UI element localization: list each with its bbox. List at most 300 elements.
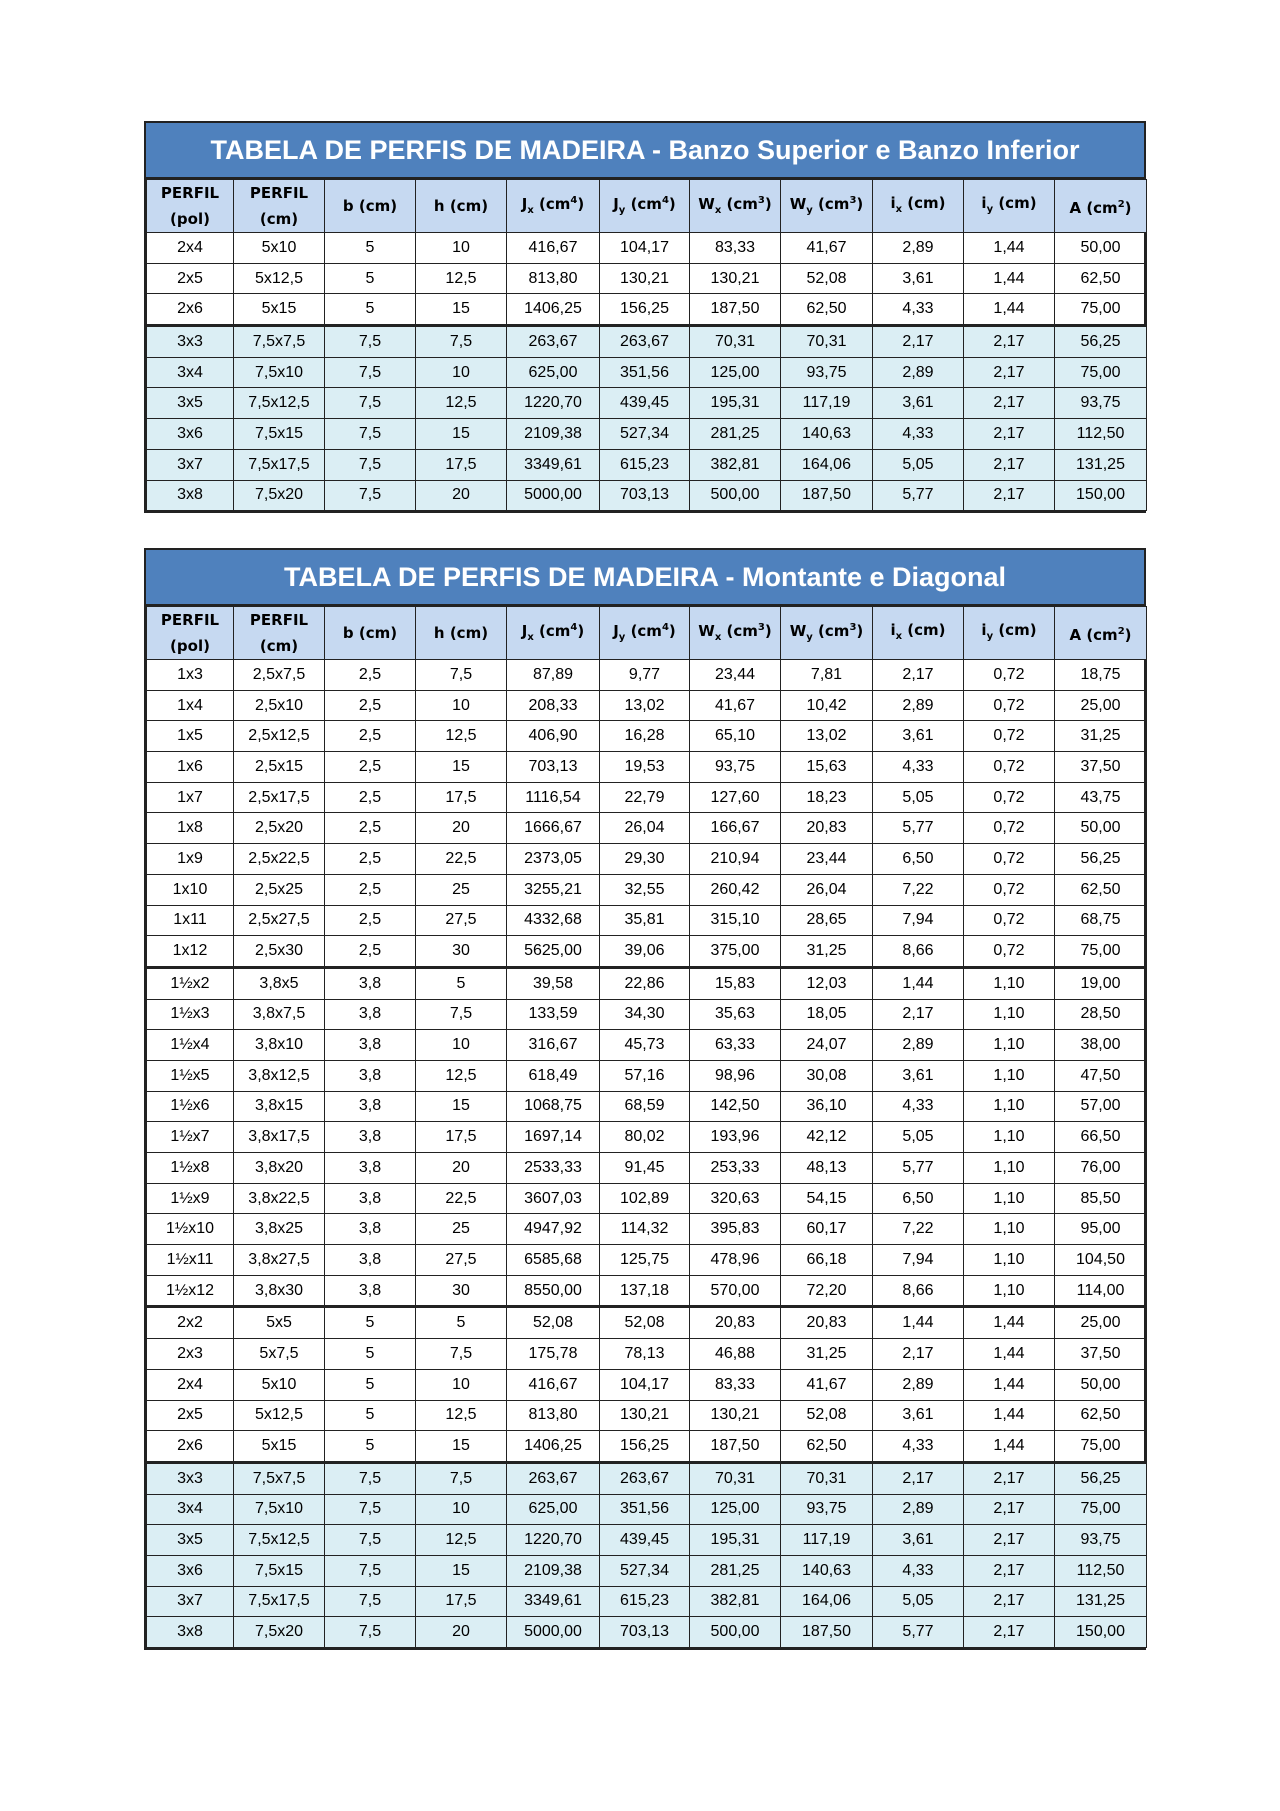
cell-iy: 1,10 <box>964 1214 1055 1245</box>
cell-h: 10 <box>416 1030 507 1061</box>
col-header-perfil-cm: PERFIL (cm) <box>234 607 325 660</box>
cell-iy: 2,17 <box>964 326 1055 358</box>
cell-wy: 66,18 <box>781 1245 873 1276</box>
cell-area: 66,50 <box>1055 1122 1147 1153</box>
cell-perfil-pol: 2x3 <box>147 1339 234 1370</box>
cell-jy: 13,02 <box>600 690 690 721</box>
cell-wx: 46,88 <box>690 1339 781 1370</box>
cell-ix: 7,94 <box>873 1245 964 1276</box>
cell-jx: 8550,00 <box>507 1275 600 1307</box>
cell-jx: 3349,61 <box>507 449 600 480</box>
cell-h: 7,5 <box>416 1462 507 1494</box>
cell-ix: 2,17 <box>873 999 964 1030</box>
cell-perfil-pol: 3x7 <box>147 1586 234 1617</box>
cell-wy: 93,75 <box>781 357 873 388</box>
table-row <box>147 480 1147 511</box>
cell-ix: 5,05 <box>873 1122 964 1153</box>
cell-area: 75,00 <box>1055 1431 1147 1463</box>
cell-area: 18,75 <box>1055 660 1147 691</box>
cell-perfil-pol: 1x8 <box>147 813 234 844</box>
cell-perfil-cm: 7,5x7,5 <box>234 326 325 358</box>
cell-iy: 1,44 <box>964 1369 1055 1400</box>
table-row <box>147 263 1147 294</box>
cell-jy: 615,23 <box>600 1586 690 1617</box>
cell-jy: 130,21 <box>600 263 690 294</box>
cell-jy: 125,75 <box>600 1245 690 1276</box>
cell-b: 5 <box>325 1400 416 1431</box>
cell-jy: 68,59 <box>600 1091 690 1122</box>
col-header-area: A $(cm^2)$ <box>1055 607 1147 660</box>
cell-jy: 39,06 <box>600 936 690 968</box>
cell-perfil-pol: 3x8 <box>147 1617 234 1648</box>
cell-b: 3,8 <box>325 1153 416 1184</box>
cell-area: 56,25 <box>1055 1462 1147 1494</box>
cell-perfil-pol: 3x8 <box>147 480 234 511</box>
cell-ix: 5,77 <box>873 480 964 511</box>
cell-jy: 104,17 <box>600 1369 690 1400</box>
cell-area: 38,00 <box>1055 1030 1147 1061</box>
table-row <box>147 294 1147 326</box>
table-row <box>147 813 1147 844</box>
cell-ix: 3,61 <box>873 1400 964 1431</box>
cell-iy: 1,10 <box>964 1122 1055 1153</box>
cell-perfil-pol: 3x4 <box>147 1494 234 1525</box>
cell-perfil-cm: 7,5x7,5 <box>234 1462 325 1494</box>
cell-b: 7,5 <box>325 388 416 419</box>
cell-iy: 0,72 <box>964 782 1055 813</box>
cell-jy: 22,79 <box>600 782 690 813</box>
cell-ix: 2,17 <box>873 1339 964 1370</box>
table-row <box>147 1525 1147 1556</box>
col-header-wy: $W_y$ $(cm^3)$ <box>781 607 873 660</box>
cell-perfil-pol: 1½x12 <box>147 1275 234 1307</box>
cell-iy: 2,17 <box>964 388 1055 419</box>
cell-ix: 2,17 <box>873 660 964 691</box>
cell-perfil-cm: 2,5x25 <box>234 874 325 905</box>
table-row <box>147 874 1147 905</box>
table-row <box>147 1275 1147 1307</box>
cell-ix: 2,89 <box>873 357 964 388</box>
cell-b: 2,5 <box>325 874 416 905</box>
cell-perfil-cm: 3,8x15 <box>234 1091 325 1122</box>
cell-wx: 20,83 <box>690 1307 781 1339</box>
col-header-h: h (cm) <box>416 180 507 233</box>
cell-jx: 1068,75 <box>507 1091 600 1122</box>
cell-perfil-pol: 1½x4 <box>147 1030 234 1061</box>
col-header-iy: $i_y$ (cm) <box>964 607 1055 660</box>
cell-perfil-cm: 2,5x7,5 <box>234 660 325 691</box>
cell-wx: 320,63 <box>690 1183 781 1214</box>
cell-jx: 1220,70 <box>507 1525 600 1556</box>
cell-jy: 35,81 <box>600 905 690 936</box>
cell-perfil-cm: 3,8x30 <box>234 1275 325 1307</box>
table-row <box>147 1400 1147 1431</box>
cell-ix: 8,66 <box>873 936 964 968</box>
table-row <box>147 326 1147 358</box>
cell-jy: 114,32 <box>600 1214 690 1245</box>
cell-jy: 703,13 <box>600 480 690 511</box>
cell-b: 7,5 <box>325 419 416 450</box>
cell-b: 2,5 <box>325 936 416 968</box>
cell-h: 20 <box>416 813 507 844</box>
cell-wx: 210,94 <box>690 844 781 875</box>
cell-perfil-cm: 2,5x22,5 <box>234 844 325 875</box>
cell-jx: 52,08 <box>507 1307 600 1339</box>
cell-wy: 48,13 <box>781 1153 873 1184</box>
cell-wy: 62,50 <box>781 1431 873 1463</box>
cell-perfil-cm: 7,5x20 <box>234 480 325 511</box>
cell-b: 3,8 <box>325 999 416 1030</box>
cell-b: 7,5 <box>325 449 416 480</box>
cell-iy: 1,44 <box>964 1400 1055 1431</box>
cell-ix: 7,22 <box>873 1214 964 1245</box>
cell-h: 17,5 <box>416 1122 507 1153</box>
table-row <box>147 357 1147 388</box>
cell-wy: 62,50 <box>781 294 873 326</box>
cell-iy: 2,17 <box>964 480 1055 511</box>
cell-perfil-pol: 3x4 <box>147 357 234 388</box>
cell-h: 7,5 <box>416 660 507 691</box>
col-header-jy: $J_y$ $(cm^4)$ <box>600 607 690 660</box>
cell-iy: 1,44 <box>964 294 1055 326</box>
cell-area: 150,00 <box>1055 480 1147 511</box>
cell-b: 3,8 <box>325 1214 416 1245</box>
cell-b: 3,8 <box>325 1122 416 1153</box>
cell-area: 85,50 <box>1055 1183 1147 1214</box>
cell-h: 12,5 <box>416 1060 507 1091</box>
cell-perfil-pol: 3x7 <box>147 449 234 480</box>
cell-perfil-pol: 1x11 <box>147 905 234 936</box>
cell-jx: 5000,00 <box>507 480 600 511</box>
cell-wy: 26,04 <box>781 874 873 905</box>
cell-jx: 87,89 <box>507 660 600 691</box>
cell-area: 93,75 <box>1055 388 1147 419</box>
cell-jy: 34,30 <box>600 999 690 1030</box>
cell-b: 2,5 <box>325 813 416 844</box>
table-row <box>147 1494 1147 1525</box>
cell-wx: 41,67 <box>690 690 781 721</box>
cell-wy: 7,81 <box>781 660 873 691</box>
cell-iy: 1,44 <box>964 233 1055 264</box>
cell-iy: 2,17 <box>964 1555 1055 1586</box>
cell-wy: 12,03 <box>781 967 873 999</box>
cell-jx: 625,00 <box>507 1494 600 1525</box>
cell-wy: 187,50 <box>781 480 873 511</box>
cell-jy: 439,45 <box>600 388 690 419</box>
cell-wy: 52,08 <box>781 263 873 294</box>
cell-wx: 187,50 <box>690 1431 781 1463</box>
cell-jx: 625,00 <box>507 357 600 388</box>
cell-wy: 41,67 <box>781 233 873 264</box>
cell-jx: 6585,68 <box>507 1245 600 1276</box>
cell-wx: 125,00 <box>690 357 781 388</box>
table-row <box>147 233 1147 264</box>
cell-perfil-cm: 5x15 <box>234 294 325 326</box>
cell-b: 7,5 <box>325 480 416 511</box>
cell-perfil-pol: 2x5 <box>147 1400 234 1431</box>
cell-wy: 164,06 <box>781 1586 873 1617</box>
cell-wy: 20,83 <box>781 813 873 844</box>
cell-b: 2,5 <box>325 752 416 783</box>
cell-area: 76,00 <box>1055 1153 1147 1184</box>
cell-jy: 19,53 <box>600 752 690 783</box>
cell-wy: 117,19 <box>781 388 873 419</box>
col-header-perfil-pol: PERFIL (pol) <box>147 180 234 233</box>
cell-jx: 813,80 <box>507 263 600 294</box>
cell-jx: 2109,38 <box>507 1555 600 1586</box>
table-row <box>147 388 1147 419</box>
cell-ix: 2,89 <box>873 1369 964 1400</box>
cell-wy: 117,19 <box>781 1525 873 1556</box>
cell-perfil-pol: 1x7 <box>147 782 234 813</box>
cell-jy: 439,45 <box>600 1525 690 1556</box>
cell-wx: 281,25 <box>690 419 781 450</box>
cell-h: 20 <box>416 1153 507 1184</box>
cell-b: 2,5 <box>325 721 416 752</box>
cell-perfil-pol: 3x5 <box>147 388 234 419</box>
cell-wx: 570,00 <box>690 1275 781 1307</box>
cell-ix: 3,61 <box>873 1060 964 1091</box>
cell-jy: 156,25 <box>600 1431 690 1463</box>
cell-jy: 263,67 <box>600 326 690 358</box>
cell-h: 15 <box>416 419 507 450</box>
cell-wx: 83,33 <box>690 1369 781 1400</box>
cell-iy: 0,72 <box>964 874 1055 905</box>
cell-wx: 63,33 <box>690 1030 781 1061</box>
header-row <box>147 180 1147 233</box>
cell-perfil-cm: 5x10 <box>234 233 325 264</box>
table-row <box>147 1307 1147 1339</box>
cell-perfil-pol: 1x10 <box>147 874 234 905</box>
cell-h: 17,5 <box>416 449 507 480</box>
cell-perfil-pol: 1x12 <box>147 936 234 968</box>
cell-h: 30 <box>416 1275 507 1307</box>
cell-jy: 102,89 <box>600 1183 690 1214</box>
cell-h: 15 <box>416 1555 507 1586</box>
cell-jy: 9,77 <box>600 660 690 691</box>
cell-jy: 156,25 <box>600 294 690 326</box>
cell-wy: 70,31 <box>781 1462 873 1494</box>
cell-perfil-pol: 1x6 <box>147 752 234 783</box>
cell-perfil-cm: 7,5x12,5 <box>234 1525 325 1556</box>
cell-area: 37,50 <box>1055 752 1147 783</box>
cell-ix: 2,89 <box>873 1030 964 1061</box>
col-header-jy: $J_y$ $(cm^4)$ <box>600 180 690 233</box>
cell-perfil-cm: 7,5x10 <box>234 357 325 388</box>
col-header-b: b (cm) <box>325 607 416 660</box>
cell-wx: 375,00 <box>690 936 781 968</box>
cell-iy: 1,10 <box>964 1183 1055 1214</box>
cell-area: 95,00 <box>1055 1214 1147 1245</box>
cell-ix: 2,89 <box>873 690 964 721</box>
cell-jx: 1220,70 <box>507 388 600 419</box>
cell-perfil-pol: 3x6 <box>147 419 234 450</box>
cell-ix: 6,50 <box>873 844 964 875</box>
cell-area: 62,50 <box>1055 1400 1147 1431</box>
cell-iy: 1,10 <box>964 967 1055 999</box>
cell-wy: 164,06 <box>781 449 873 480</box>
cell-ix: 3,61 <box>873 263 964 294</box>
cell-perfil-pol: 2x2 <box>147 1307 234 1339</box>
cell-perfil-cm: 2,5x12,5 <box>234 721 325 752</box>
cell-wy: 41,67 <box>781 1369 873 1400</box>
cell-jx: 813,80 <box>507 1400 600 1431</box>
cell-ix: 5,05 <box>873 449 964 480</box>
cell-b: 2,5 <box>325 782 416 813</box>
cell-ix: 6,50 <box>873 1183 964 1214</box>
cell-wx: 70,31 <box>690 1462 781 1494</box>
cell-ix: 5,77 <box>873 1617 964 1648</box>
cell-ix: 1,44 <box>873 967 964 999</box>
cell-wy: 187,50 <box>781 1617 873 1648</box>
col-header-iy: $i_y$ (cm) <box>964 180 1055 233</box>
cell-iy: 2,17 <box>964 357 1055 388</box>
cell-h: 7,5 <box>416 1339 507 1370</box>
cell-perfil-cm: 5x15 <box>234 1431 325 1463</box>
cell-h: 15 <box>416 1431 507 1463</box>
cell-wx: 281,25 <box>690 1555 781 1586</box>
cell-perfil-pol: 2x4 <box>147 1369 234 1400</box>
cell-jy: 78,13 <box>600 1339 690 1370</box>
col-header-jx: $J_x$ $(cm^4)$ <box>507 180 600 233</box>
cell-jx: 263,67 <box>507 326 600 358</box>
cell-area: 93,75 <box>1055 1525 1147 1556</box>
cell-b: 2,5 <box>325 660 416 691</box>
cell-b: 5 <box>325 1431 416 1463</box>
cell-wy: 18,23 <box>781 782 873 813</box>
table-row <box>147 1245 1147 1276</box>
cell-area: 50,00 <box>1055 233 1147 264</box>
col-header-h: h (cm) <box>416 607 507 660</box>
table-row <box>147 690 1147 721</box>
cell-wy: 52,08 <box>781 1400 873 1431</box>
cell-iy: 0,72 <box>964 905 1055 936</box>
table-row <box>147 1431 1147 1463</box>
cell-perfil-pol: 1½x6 <box>147 1091 234 1122</box>
cell-jx: 3349,61 <box>507 1586 600 1617</box>
cell-iy: 2,17 <box>964 449 1055 480</box>
cell-perfil-cm: 3,8x27,5 <box>234 1245 325 1276</box>
cell-wx: 382,81 <box>690 449 781 480</box>
cell-jy: 91,45 <box>600 1153 690 1184</box>
cell-wy: 36,10 <box>781 1091 873 1122</box>
cell-jx: 4947,92 <box>507 1214 600 1245</box>
cell-area: 28,50 <box>1055 999 1147 1030</box>
cell-perfil-cm: 3,8x20 <box>234 1153 325 1184</box>
cell-iy: 0,72 <box>964 813 1055 844</box>
cell-iy: 2,17 <box>964 1586 1055 1617</box>
cell-jx: 1406,25 <box>507 1431 600 1463</box>
cell-perfil-cm: 3,8x7,5 <box>234 999 325 1030</box>
cell-perfil-pol: 2x6 <box>147 294 234 326</box>
cell-area: 68,75 <box>1055 905 1147 936</box>
cell-wx: 70,31 <box>690 326 781 358</box>
cell-area: 43,75 <box>1055 782 1147 813</box>
cell-perfil-cm: 7,5x12,5 <box>234 388 325 419</box>
cell-jy: 16,28 <box>600 721 690 752</box>
col-header-wy: $W_y$ $(cm^3)$ <box>781 180 873 233</box>
cell-h: 12,5 <box>416 721 507 752</box>
cell-b: 5 <box>325 263 416 294</box>
cell-b: 7,5 <box>325 1525 416 1556</box>
table-row <box>147 1153 1147 1184</box>
cell-jy: 527,34 <box>600 419 690 450</box>
cell-jy: 22,86 <box>600 967 690 999</box>
cell-jy: 52,08 <box>600 1307 690 1339</box>
cell-h: 5 <box>416 967 507 999</box>
col-header-jx: $J_x$ $(cm^4)$ <box>507 607 600 660</box>
table-row <box>147 721 1147 752</box>
cell-ix: 3,61 <box>873 388 964 419</box>
cell-iy: 2,17 <box>964 1617 1055 1648</box>
cell-ix: 2,89 <box>873 233 964 264</box>
cell-area: 50,00 <box>1055 1369 1147 1400</box>
cell-ix: 7,22 <box>873 874 964 905</box>
cell-wx: 195,31 <box>690 388 781 419</box>
cell-wy: 30,08 <box>781 1060 873 1091</box>
cell-perfil-pol: 3x3 <box>147 326 234 358</box>
cell-jx: 1406,25 <box>507 294 600 326</box>
cell-iy: 2,17 <box>964 1494 1055 1525</box>
cell-b: 3,8 <box>325 1030 416 1061</box>
cell-iy: 1,10 <box>964 1275 1055 1307</box>
col-header-b: b (cm) <box>325 180 416 233</box>
cell-jx: 5000,00 <box>507 1617 600 1648</box>
cell-ix: 5,77 <box>873 1153 964 1184</box>
table-row <box>147 999 1147 1030</box>
cell-area: 19,00 <box>1055 967 1147 999</box>
cell-area: 57,00 <box>1055 1091 1147 1122</box>
cell-perfil-cm: 5x12,5 <box>234 1400 325 1431</box>
cell-jx: 208,33 <box>507 690 600 721</box>
cell-perfil-pol: 3x5 <box>147 1525 234 1556</box>
cell-area: 62,50 <box>1055 263 1147 294</box>
cell-b: 7,5 <box>325 1462 416 1494</box>
cell-wy: 23,44 <box>781 844 873 875</box>
cell-wx: 253,33 <box>690 1153 781 1184</box>
cell-perfil-cm: 3,8x17,5 <box>234 1122 325 1153</box>
cell-wx: 166,67 <box>690 813 781 844</box>
table-row <box>147 1030 1147 1061</box>
cell-iy: 1,44 <box>964 263 1055 294</box>
cell-perfil-pol: 2x6 <box>147 1431 234 1463</box>
cell-area: 75,00 <box>1055 936 1147 968</box>
cell-perfil-pol: 1½x2 <box>147 967 234 999</box>
cell-ix: 4,33 <box>873 294 964 326</box>
cell-ix: 2,89 <box>873 1494 964 1525</box>
cell-wx: 130,21 <box>690 263 781 294</box>
cell-h: 12,5 <box>416 263 507 294</box>
cell-perfil-cm: 3,8x12,5 <box>234 1060 325 1091</box>
table-banzo <box>144 121 1146 513</box>
cell-area: 75,00 <box>1055 357 1147 388</box>
cell-iy: 2,17 <box>964 1525 1055 1556</box>
cell-wy: 60,17 <box>781 1214 873 1245</box>
cell-h: 10 <box>416 357 507 388</box>
cell-ix: 5,77 <box>873 813 964 844</box>
cell-ix: 3,61 <box>873 1525 964 1556</box>
cell-wx: 395,83 <box>690 1214 781 1245</box>
cell-jx: 416,67 <box>507 233 600 264</box>
cell-jx: 2109,38 <box>507 419 600 450</box>
cell-perfil-cm: 5x12,5 <box>234 263 325 294</box>
cell-area: 112,50 <box>1055 1555 1147 1586</box>
cell-perfil-pol: 1½x11 <box>147 1245 234 1276</box>
cell-wy: 54,15 <box>781 1183 873 1214</box>
cell-area: 47,50 <box>1055 1060 1147 1091</box>
cell-perfil-pol: 2x5 <box>147 263 234 294</box>
cell-perfil-pol: 1½x7 <box>147 1122 234 1153</box>
